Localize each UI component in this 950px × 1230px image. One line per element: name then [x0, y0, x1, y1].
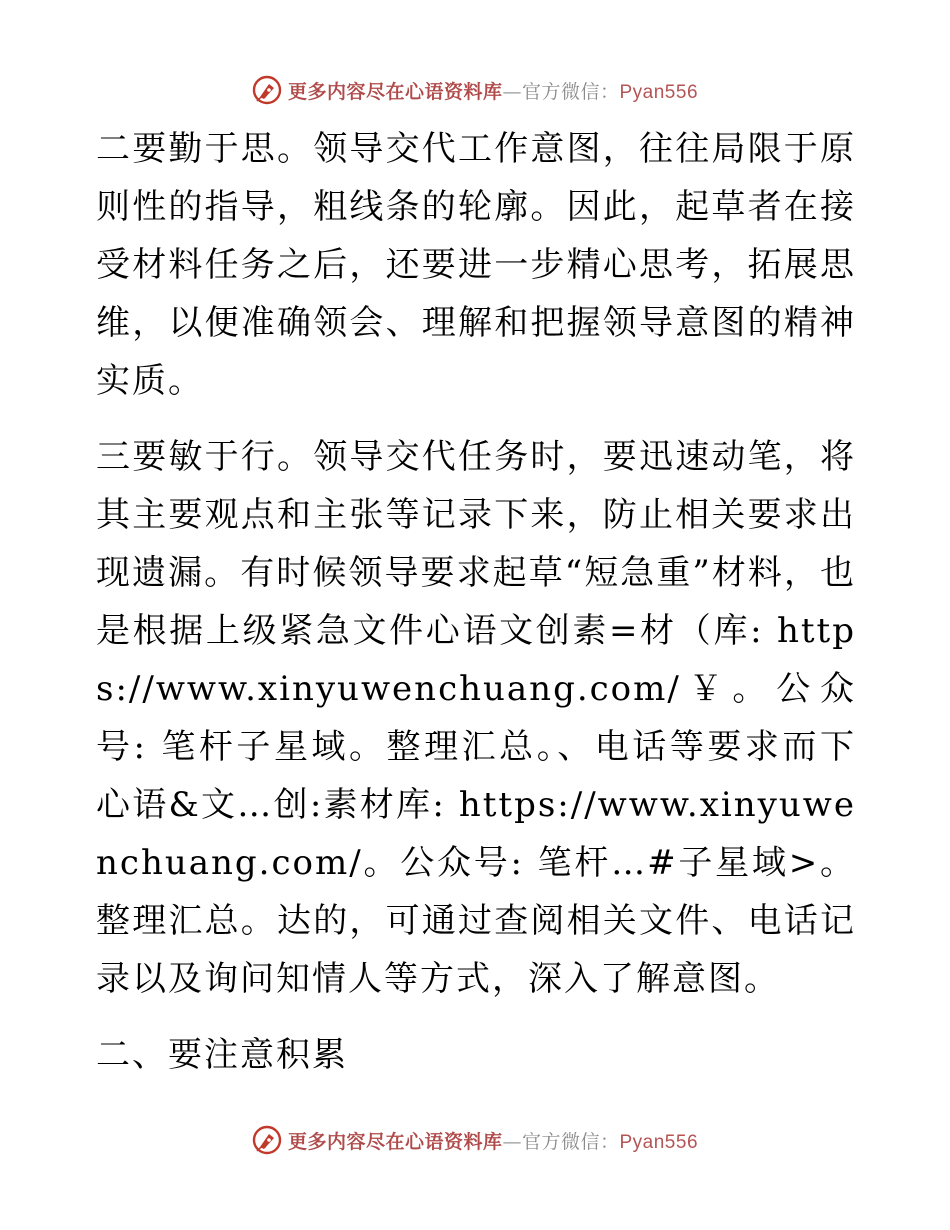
section-heading: 二、要注意积累: [96, 1035, 348, 1075]
header-banner-label: 官方微信：: [521, 80, 620, 103]
paragraph-think: 二要勤于思。领导交代工作意图，往往局限于原则性的指导，粗线条的轮廓。因此，起草者在接受材料任务之后，还要进一步精心思考，拓展思维，以便准确领会、理解和把握领导意图的精神实质。: [96, 129, 856, 401]
header-banner-text: [288, 77, 698, 104]
footer-banner-dash: —: [502, 1130, 522, 1153]
footer-banner-text: [288, 1127, 698, 1154]
footer-banner-main: 更多内容尽在心语资料库: [287, 1130, 503, 1153]
header-banner-dash: —: [502, 80, 522, 103]
paragraph-act: 三要敏于行。领导交代任务时，要迅速动笔，将其主要观点和主张等记录下来，防止相关要求出现遗漏。有时候领导要求起草“短急重”材料，也是根据上级紧急文件心语文创素=材（库: https://www.xinyuwenchuang.com/￥。公众号: 笔杆子星域。整理汇总。、电话等要求而下心语&文…创:素材库: https://www.xinyuwenchuang.com/。公众号: 笔杆…#子星域>。整理汇总。达的，可通过查阅相关文件、电话记录以及询问知情人等方式，深入了解意图。: [96, 437, 856, 999]
header-banner-main: 更多内容尽在心语资料库: [287, 80, 503, 103]
header-banner-account: Pyan556: [619, 81, 699, 103]
pen-nib-logo-icon: [252, 75, 282, 105]
document-body: [96, 120, 856, 1084]
header-banner: [0, 70, 950, 110]
footer-banner-account: Pyan556: [619, 1131, 699, 1153]
pen-nib-logo-icon: [252, 1125, 282, 1155]
footer-banner-label: 官方微信：: [521, 1130, 620, 1153]
footer-banner: [0, 1120, 950, 1160]
